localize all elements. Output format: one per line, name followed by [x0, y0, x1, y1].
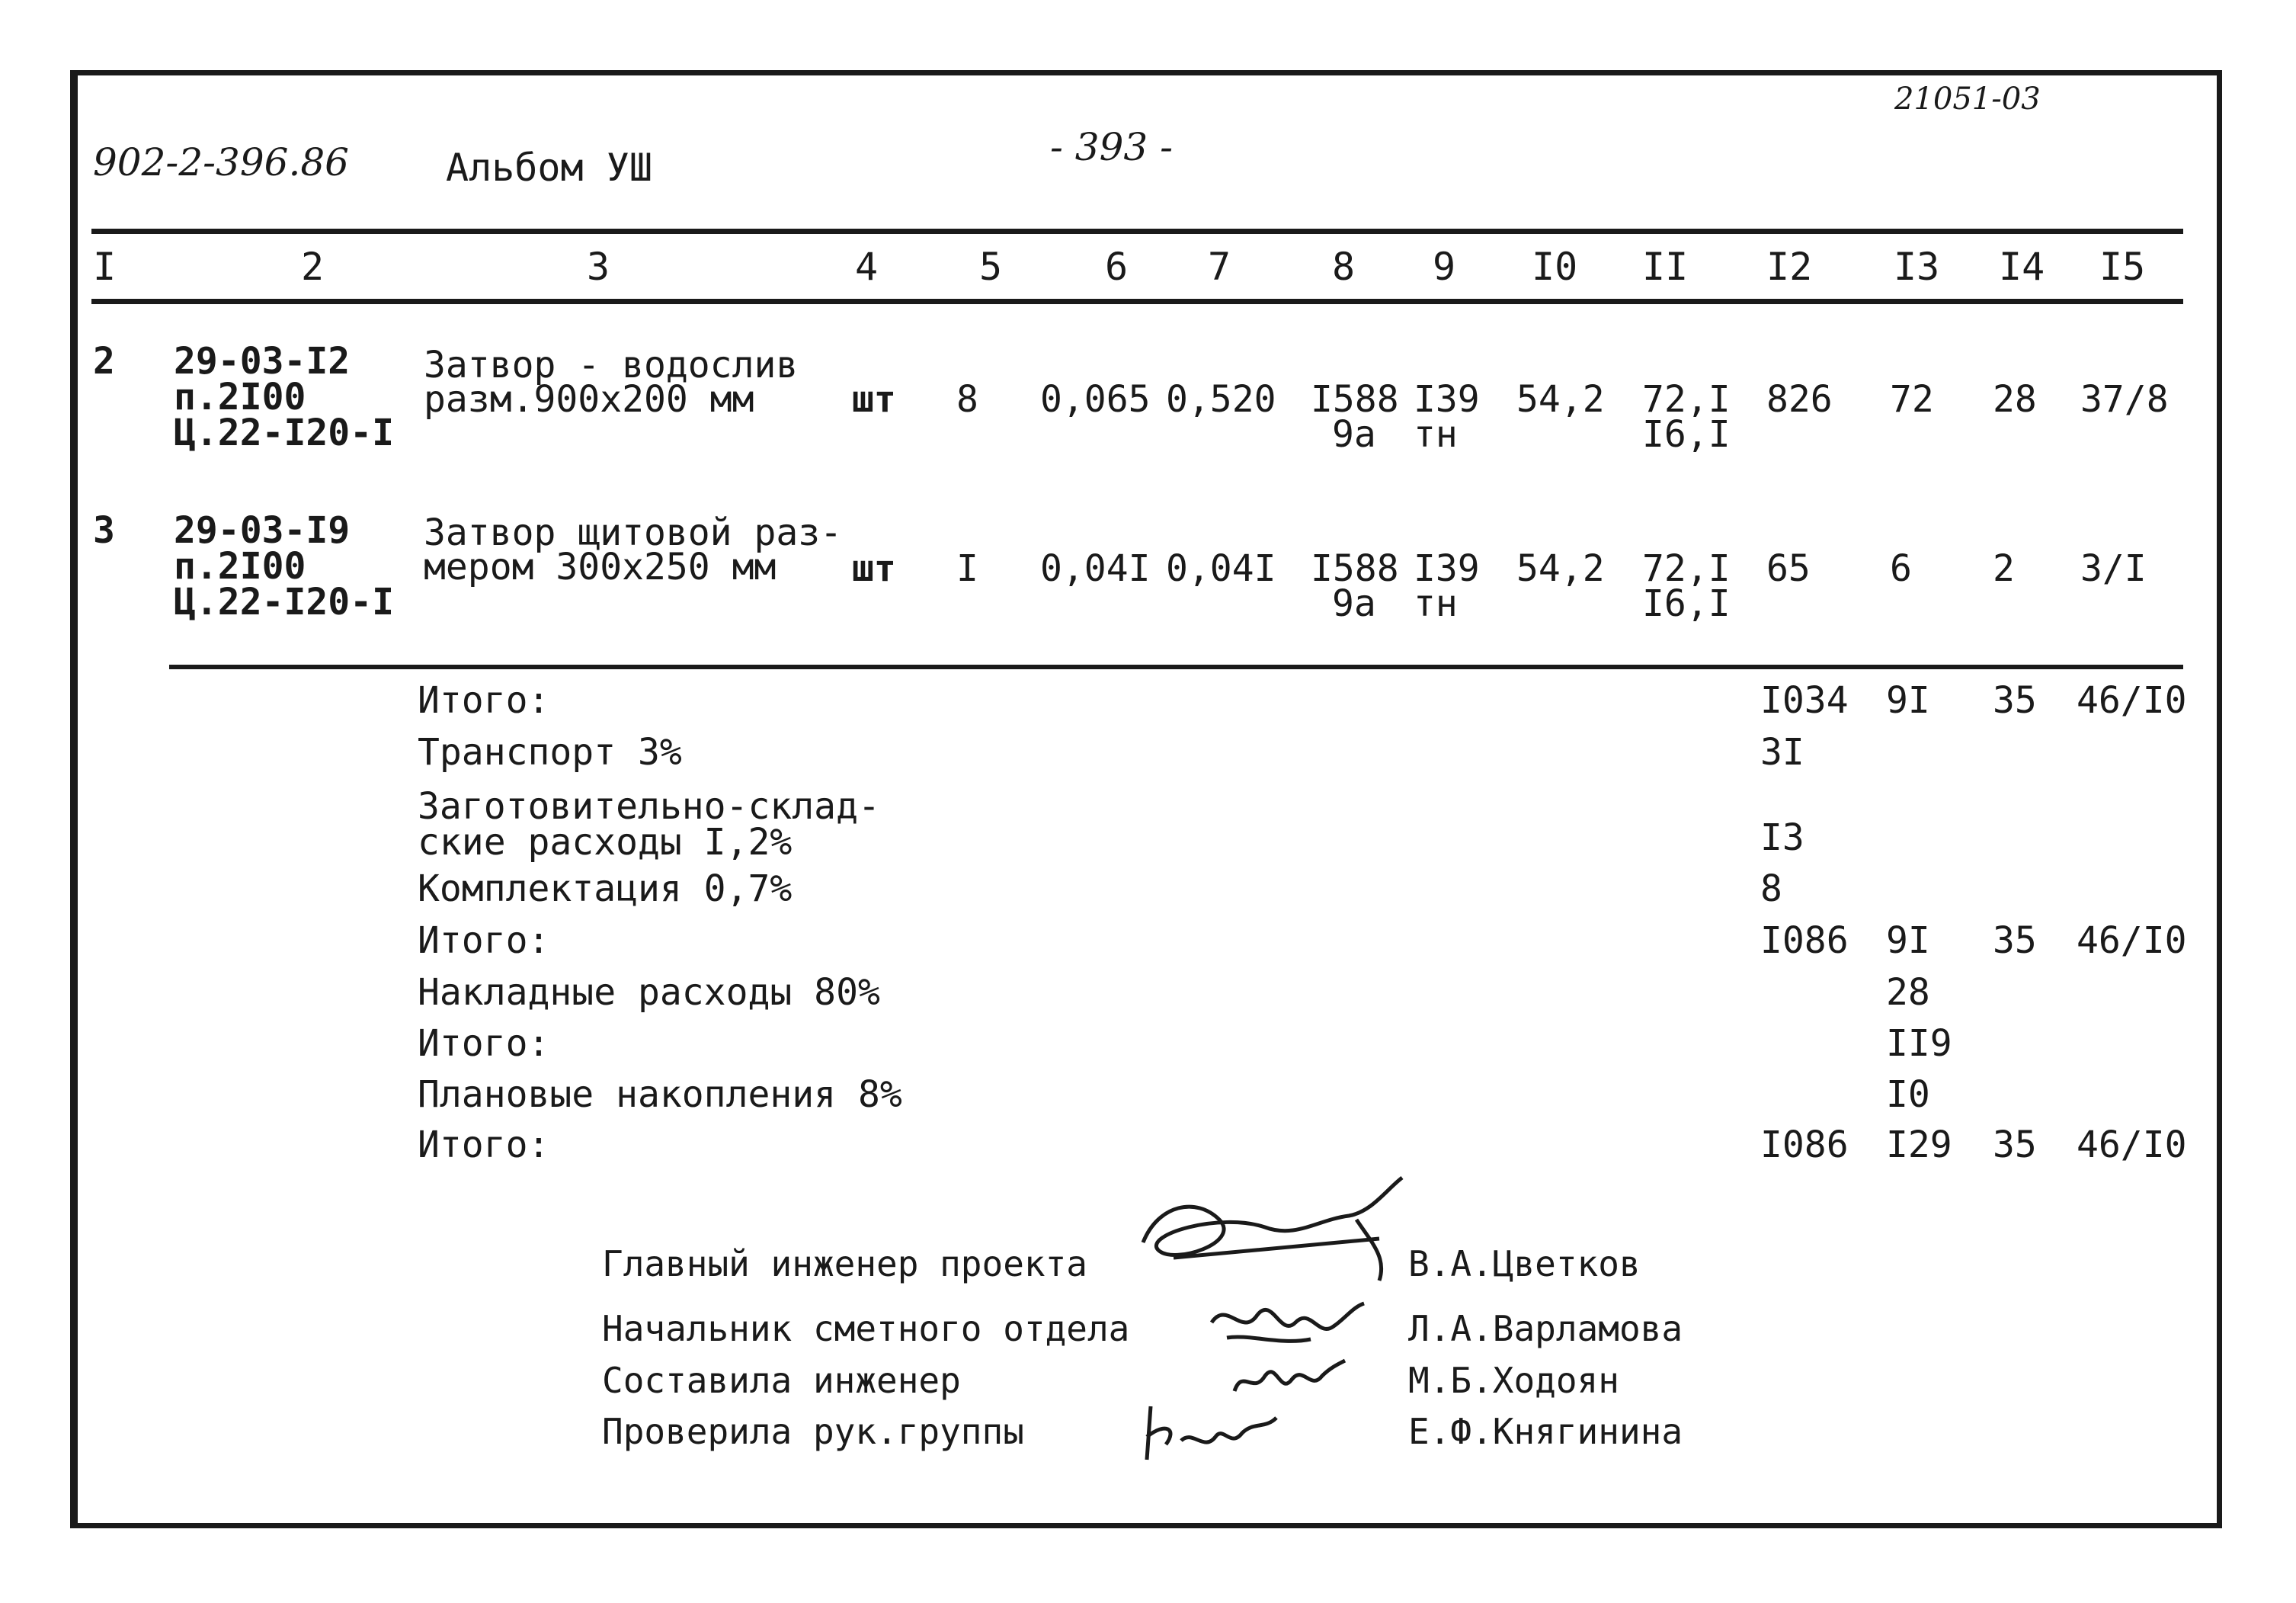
summary-col14: 35	[1993, 919, 2037, 962]
price-code: Ц.22-I20-I	[174, 581, 394, 624]
price-code: п.2I00	[174, 376, 306, 418]
col9-value: I39	[1414, 378, 1480, 421]
summary-label: Накладные расходы 80%	[418, 971, 880, 1014]
header-rule-bottom	[91, 299, 2183, 304]
summary-col15: 46/I0	[2077, 1124, 2187, 1166]
summary-col15: 46/I0	[2077, 679, 2187, 722]
signer-name: Е.Ф.Княгинина	[1408, 1411, 1683, 1452]
handwritten-signature	[1135, 1399, 1288, 1467]
summary-col12: I086	[1760, 1124, 1849, 1166]
item-name: Затвор - водослив	[424, 344, 799, 386]
col8-value: 9а	[1332, 582, 1376, 625]
signer-role: Составила инженер	[602, 1360, 961, 1401]
col12-value: 826	[1766, 378, 1833, 421]
summary-label: Заготовительно-склад- ские расходы I,2%	[418, 785, 880, 864]
album-title: Альбом УШ	[446, 146, 652, 190]
col15-value: 37/8	[2080, 378, 2169, 421]
summary-col15: 46/I0	[2077, 919, 2187, 962]
col12-value: 65	[1766, 547, 1811, 590]
column-number: 2	[301, 245, 325, 289]
summary-label: Итого:	[418, 1022, 550, 1065]
col14-value: 28	[1993, 378, 2037, 421]
col14-value: 2	[1993, 547, 2015, 590]
col8-value: I588	[1311, 547, 1399, 590]
column-number: I2	[1766, 245, 1813, 289]
col6-value: 0,065	[1040, 378, 1151, 421]
col15-value: 3/I	[2080, 547, 2147, 590]
signer-role: Начальник сметного отдела	[602, 1308, 1130, 1349]
summary-col14: 35	[1993, 1124, 2037, 1166]
column-number: 7	[1208, 245, 1231, 289]
body-rule	[169, 665, 2183, 669]
col9-value: тн	[1414, 413, 1458, 456]
summary-col13: 28	[1886, 971, 1930, 1014]
summary-col12: 8	[1760, 867, 1782, 910]
column-number: I4	[1999, 245, 2045, 289]
column-number: I5	[2099, 245, 2146, 289]
column-number: 9	[1433, 245, 1456, 289]
summary-col13: I29	[1886, 1124, 1952, 1166]
col8-value: I588	[1311, 378, 1399, 421]
column-number: 3	[587, 245, 610, 289]
col11-value: I6,I	[1642, 582, 1731, 625]
summary-label: Транспорт 3%	[418, 731, 682, 774]
doc-number: 902-2-396.86	[93, 140, 349, 184]
signer-role: Главный инженер проекта	[602, 1243, 1087, 1284]
column-number: 5	[979, 245, 1003, 289]
summary-col12: I034	[1760, 679, 1849, 722]
col9-value: I39	[1414, 547, 1480, 590]
col8-value: 9а	[1332, 413, 1376, 456]
col13-value: 72	[1890, 378, 1934, 421]
quantity: I	[956, 547, 978, 590]
signer-name: М.Б.Ходоян	[1408, 1360, 1619, 1401]
col7-value: 0,04I	[1166, 547, 1276, 590]
summary-col14: 35	[1993, 679, 2037, 722]
summary-col12: I3	[1760, 816, 1804, 859]
row-number: 2	[93, 340, 115, 383]
summary-label: Итого:	[418, 919, 550, 962]
summary-col13: I0	[1886, 1073, 1930, 1116]
handwritten-signature	[1128, 1174, 1417, 1303]
price-code: п.2I00	[174, 545, 306, 588]
summary-label: Итого:	[418, 679, 550, 722]
item-name: мером 300х250 мм	[424, 546, 777, 588]
col11-value: 72,I	[1642, 378, 1731, 421]
column-number: II	[1642, 245, 1689, 289]
summary-col13: II9	[1886, 1022, 1952, 1065]
column-number: 8	[1332, 245, 1356, 289]
summary-label: Итого:	[418, 1124, 550, 1166]
col11-value: 72,I	[1642, 547, 1731, 590]
summary-label: Плановые накопления 8%	[418, 1073, 902, 1116]
signer-name: Л.А.Варламова	[1408, 1308, 1683, 1349]
signer-role: Проверила рук.группы	[602, 1411, 1024, 1452]
col6-value: 0,04I	[1040, 547, 1151, 590]
col10-value: 54,2	[1516, 378, 1605, 421]
summary-label: Комплектация 0,7%	[418, 867, 793, 910]
item-name: Затвор щитовой раз-	[424, 511, 843, 554]
row-number: 3	[93, 509, 115, 552]
summary-col13: 9I	[1886, 919, 1930, 962]
unit: шт	[852, 547, 896, 590]
price-code: Ц.22-I20-I	[174, 412, 394, 454]
page-number: - 393 -	[1050, 125, 1174, 169]
col9-value: тн	[1414, 582, 1458, 625]
col10-value: 54,2	[1516, 547, 1605, 590]
column-number: I3	[1894, 245, 1940, 289]
column-number: I0	[1532, 245, 1578, 289]
summary-col13: 9I	[1886, 679, 1930, 722]
summary-col12: 3I	[1760, 731, 1804, 774]
signer-name: В.А.Цветков	[1408, 1243, 1641, 1284]
col7-value: 0,520	[1166, 378, 1276, 421]
quantity: 8	[956, 378, 978, 421]
price-code: 29-03-I2	[174, 340, 351, 383]
price-code: 29-03-I9	[174, 509, 351, 552]
column-number: 6	[1105, 245, 1129, 289]
document-code: 21051-03	[1894, 82, 2041, 117]
header-rule-top	[91, 229, 2183, 234]
summary-col12: I086	[1760, 919, 1849, 962]
col13-value: 6	[1890, 547, 1912, 590]
col11-value: I6,I	[1642, 413, 1731, 456]
unit: шт	[852, 378, 896, 421]
column-number: I	[93, 245, 117, 289]
item-name: разм.900х200 мм	[424, 378, 754, 421]
handwritten-signature	[1204, 1292, 1372, 1361]
column-number: 4	[855, 245, 879, 289]
